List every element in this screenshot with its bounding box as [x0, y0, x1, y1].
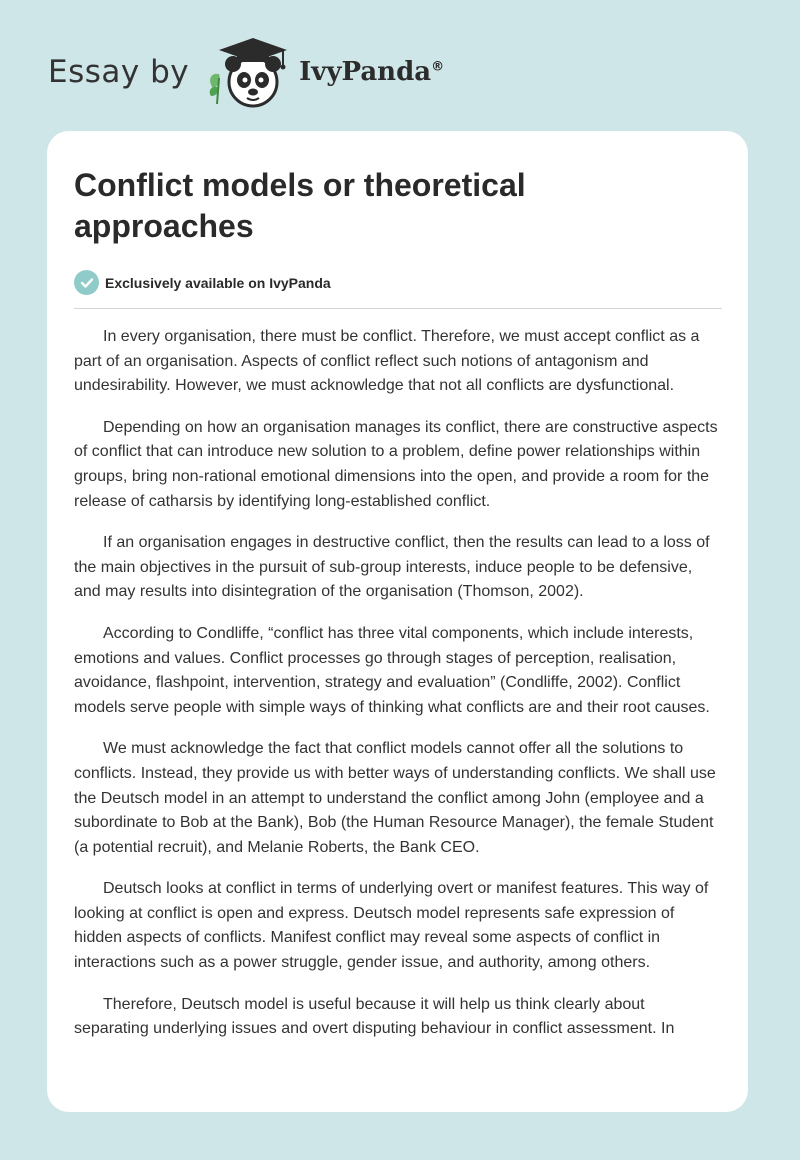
page-title: Conflict models or theoretical approaches: [74, 167, 526, 244]
exclusive-badge: [74, 270, 722, 309]
paragraph: Depending on how an organisation manages its conflict, there are constructive aspects of conflict that can introduce new solution to a problem, define power relationships within groups, bring non-rational emotional dimensions into the open, and provide a room for the release of catharsis by identifying long-established conflict.: [74, 418, 718, 510]
essay-body: [74, 325, 722, 1042]
site-header: [48, 34, 444, 110]
paragraph: According to Condliffe, “conflict has three vital components, which include interests, emotions and values. Conflict processes go through stages of perception, realisation, avoidance, flashpoint, intervention, strategy and evaluation” (Condliffe, 2002). Conflict models serve people with simple ways of thinking what conflicts are and their root causes.: [74, 624, 710, 716]
brand-name[interactable]: IvyPanda®: [299, 57, 445, 87]
panda-logo-icon[interactable]: [203, 34, 295, 110]
essay-card: [47, 131, 748, 1112]
paragraph: If an organisation engages in destructive conflict, then the results can lead to a loss of the main objectives in the pursuit of sub-group interests, induce people to be defensive, and may results into disintegration of the organisation (Thomson, 2002).: [74, 534, 710, 601]
check-icon: [74, 270, 99, 295]
paragraph: Deutsch looks at conflict in terms of underlying overt or manifest features. This way of looking at conflict is open and express. Deutsch model represents safe expression of hidden aspects of conflicts. Manifest conflict may reveal some aspects of conflict in interactions such as a power struggle, gender issue, and authority, among others.: [74, 880, 709, 972]
paragraph: In every organisation, there must be conflict. Therefore, we must accept conflict as a part of an organisation. Aspects of conflict reflect such notions of antagonism and undesirability. However, we must acknowledge that not all conflicts are dysfunctional.: [74, 328, 700, 395]
exclusive-label: Exclusively available on IvyPanda: [105, 274, 331, 291]
paragraph: We must acknowledge the fact that conflict models cannot offer all the solutions to conflicts. Instead, they provide us with better ways of understanding conflicts. We shall use the Deutsch model in an attempt to understand the conflict among John (employee and a subordinate to Bob at the Bank), Bob (the Human Resource Manager), the female Student (a potential recruit), and Melanie Roberts, the Bank CEO.: [74, 740, 716, 856]
paragraph: Therefore, Deutsch model is useful because it will help us think clearly about separating underlying issues and overt disputing behaviour in conflict assessment. In: [74, 995, 675, 1038]
essay-by-label: Essay by: [48, 54, 190, 90]
